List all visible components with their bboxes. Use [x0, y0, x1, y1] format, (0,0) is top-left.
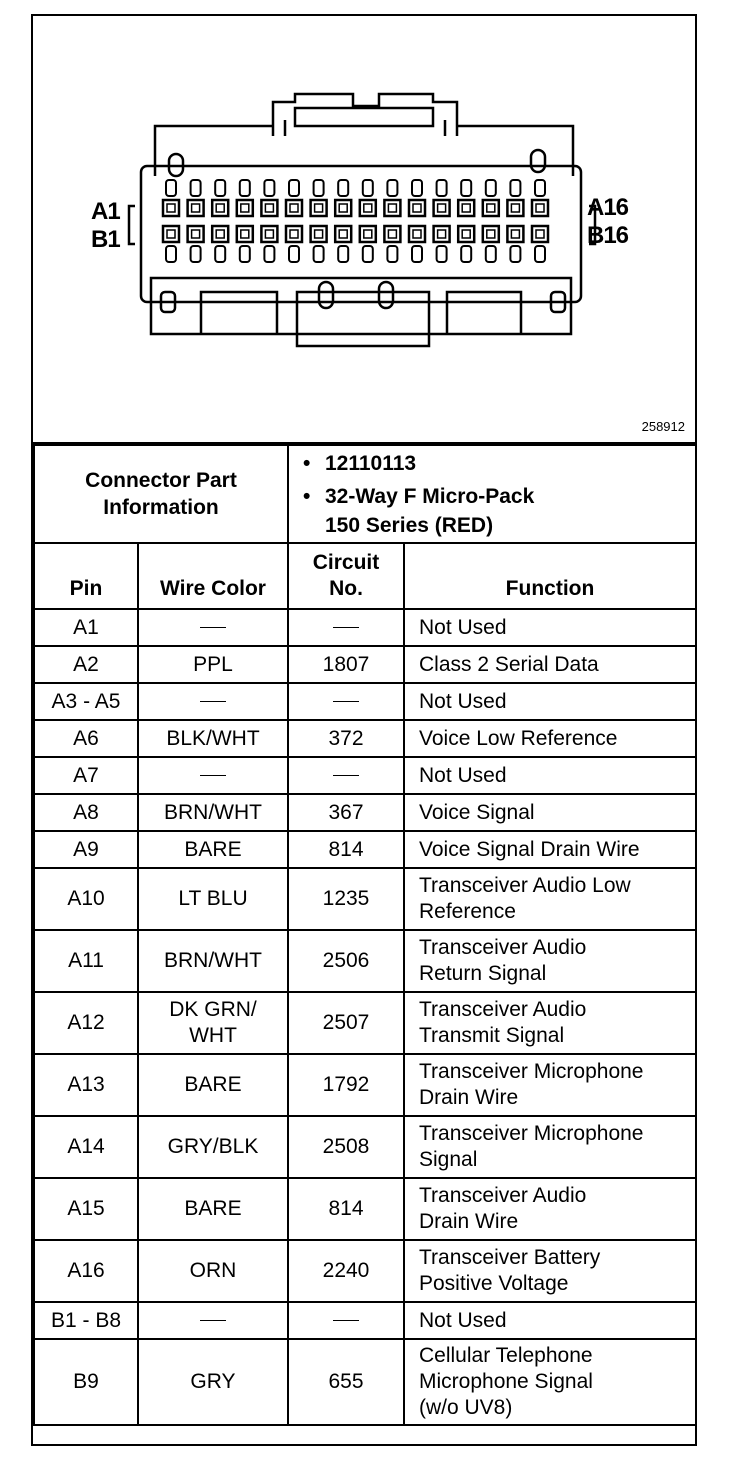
pin-cavity	[264, 246, 274, 262]
pin-cavity	[240, 180, 250, 196]
function-line: Transceiver Audio	[419, 1184, 587, 1207]
pin-cavity	[290, 230, 298, 238]
cell-function	[404, 930, 696, 992]
pin-cavity	[166, 246, 176, 262]
header-row	[34, 543, 696, 609]
pin-cavity	[535, 180, 545, 196]
cell-function	[404, 992, 696, 1054]
cell-circuit: 814	[288, 831, 404, 868]
function-line: Class 2 Serial Data	[419, 652, 599, 676]
pin-cavity	[437, 180, 447, 196]
cell-wire-color: PPL	[138, 646, 288, 683]
cell-pin: A10	[34, 868, 138, 930]
connector-figure	[33, 16, 695, 444]
table-row	[34, 868, 696, 930]
function-line: Return Signal	[419, 962, 547, 985]
pin-cavity	[163, 200, 179, 216]
wire-color-line: DK GRN/	[169, 998, 257, 1021]
label-b16: B16	[587, 222, 629, 249]
function-line: Positive Voltage	[419, 1272, 569, 1295]
pin-cavity	[360, 200, 376, 216]
pin-cavity	[241, 204, 249, 212]
pin-cavity	[483, 200, 499, 216]
pin-cavity	[388, 204, 396, 212]
table-row	[34, 794, 696, 831]
cell-pin: A8	[34, 794, 138, 831]
cell-function	[404, 1178, 696, 1240]
cell-pin: A3 - A5	[34, 683, 138, 720]
cell-circuit: 814	[288, 1178, 404, 1240]
pin-cavity	[191, 180, 201, 196]
cell-wire-color: GRY	[138, 1339, 288, 1425]
empty-dash	[200, 775, 226, 776]
pin-cavity	[212, 226, 228, 242]
pin-cavity	[188, 200, 204, 216]
cell-function	[404, 683, 696, 720]
pin-cavity	[241, 230, 249, 238]
pin-cavity	[314, 180, 324, 196]
cell-pin: A6	[34, 720, 138, 757]
pin-cavity	[216, 204, 224, 212]
pin-cavity	[212, 200, 228, 216]
pin-cavity	[167, 230, 175, 238]
cell-pin: A11	[34, 930, 138, 992]
pin-cavity	[434, 226, 450, 242]
pin-cavity	[461, 180, 471, 196]
pin-cavity	[413, 230, 421, 238]
cell-function	[404, 831, 696, 868]
empty-dash	[200, 1320, 226, 1321]
pin-cavity	[216, 230, 224, 238]
cell-circuit: 367	[288, 794, 404, 831]
pin-cavity	[188, 226, 204, 242]
table-row	[34, 1339, 696, 1425]
cell-wire-color: BRN/WHT	[138, 930, 288, 992]
empty-dash	[333, 775, 359, 776]
pin-cavity	[338, 180, 348, 196]
cell-function	[404, 794, 696, 831]
function-line: Transceiver Microphone	[419, 1122, 644, 1145]
connector-info-label	[34, 445, 288, 543]
connector-info-values	[288, 445, 696, 543]
table-row	[34, 646, 696, 683]
function-line: Transceiver Audio Low	[419, 874, 631, 897]
table-row	[34, 1302, 696, 1339]
pin-cavity	[261, 200, 277, 216]
cell-circuit: 2240	[288, 1240, 404, 1302]
pin-cavity	[290, 204, 298, 212]
function-line: Drain Wire	[419, 1086, 519, 1109]
cell-pin: A16	[34, 1240, 138, 1302]
pin-cavity	[486, 246, 496, 262]
pin-cavity	[167, 204, 175, 212]
pinout-sheet	[31, 14, 697, 1446]
table-row	[34, 1240, 696, 1302]
empty-dash	[200, 627, 226, 628]
header-circuit-line2: No.	[329, 577, 363, 600]
cell-wire-color: GRY/BLK	[138, 1116, 288, 1178]
function-line: Signal	[419, 1148, 478, 1171]
pin-cavity	[339, 230, 347, 238]
table-row	[34, 1178, 696, 1240]
pin-cavity	[511, 230, 519, 238]
cell-circuit: 1235	[288, 868, 404, 930]
pin-cavity	[532, 200, 548, 216]
pin-cavity	[486, 180, 496, 196]
pin-cavity	[461, 246, 471, 262]
cell-circuit: 2507	[288, 992, 404, 1054]
pin-cavity	[335, 200, 351, 216]
cell-circuit	[288, 757, 404, 794]
cell-pin: A14	[34, 1116, 138, 1178]
header-circuit-line1: Circuit	[312, 551, 380, 574]
pin-cavity	[192, 230, 200, 238]
pin-cavity	[458, 226, 474, 242]
cell-wire-color	[138, 992, 288, 1054]
table-row	[34, 757, 696, 794]
header-pin: Pin	[34, 543, 138, 609]
function-line: Transceiver Audio	[419, 936, 587, 959]
pin-cavity	[286, 226, 302, 242]
pin-cavity	[438, 204, 446, 212]
pin-cavity	[510, 180, 520, 196]
pin-cavity	[536, 204, 544, 212]
pin-cavity	[536, 230, 544, 238]
pin-cavity	[384, 200, 400, 216]
pin-cavity	[364, 230, 372, 238]
pin-cavity	[409, 226, 425, 242]
cell-pin: B9	[34, 1339, 138, 1425]
cell-pin: A1	[34, 609, 138, 646]
pin-cavity	[264, 180, 274, 196]
pin-cavity	[311, 200, 327, 216]
pin-cavity	[265, 230, 273, 238]
pin-cavity	[387, 180, 397, 196]
pin-cavity	[339, 204, 347, 212]
cell-pin: A9	[34, 831, 138, 868]
function-line: Voice Signal	[419, 800, 535, 824]
pin-cavity	[265, 204, 273, 212]
pinout-table	[33, 444, 697, 1426]
connector-info-label-line1: Connector Part	[85, 469, 237, 492]
cell-circuit: 1792	[288, 1054, 404, 1116]
pin-cavity	[240, 246, 250, 262]
description-item	[303, 482, 695, 511]
pin-cavity	[286, 200, 302, 216]
pin-cavity	[289, 180, 299, 196]
pin-cavity	[388, 230, 396, 238]
connector-info-row	[34, 445, 696, 543]
part-number-item	[303, 449, 695, 478]
cell-circuit: 2506	[288, 930, 404, 992]
pin-cavity	[412, 246, 422, 262]
cell-circuit	[288, 609, 404, 646]
cell-wire-color: BARE	[138, 1178, 288, 1240]
empty-dash	[333, 1320, 359, 1321]
cell-function	[404, 868, 696, 930]
pin-cavity	[166, 180, 176, 196]
pin-cavity	[363, 180, 373, 196]
cell-circuit: 2508	[288, 1116, 404, 1178]
cell-wire-color	[138, 683, 288, 720]
cell-pin: A13	[34, 1054, 138, 1116]
function-line: Transceiver Audio	[419, 998, 587, 1021]
pin-cavity	[507, 226, 523, 242]
pin-cavity	[462, 204, 470, 212]
table-row	[34, 609, 696, 646]
table-row	[34, 930, 696, 992]
table-row	[34, 1054, 696, 1116]
function-line: Transmit Signal	[419, 1024, 565, 1047]
pin-cavity	[412, 180, 422, 196]
cell-pin: A7	[34, 757, 138, 794]
function-line: Not Used	[419, 689, 507, 713]
function-line: Voice Signal Drain Wire	[419, 837, 640, 861]
cell-wire-color: BRN/WHT	[138, 794, 288, 831]
cell-function	[404, 609, 696, 646]
pin-cavity	[535, 246, 545, 262]
cell-function	[404, 646, 696, 683]
pin-cavity	[163, 226, 179, 242]
pin-cavity	[364, 204, 372, 212]
function-line: Transceiver Battery	[419, 1246, 601, 1269]
pin-cavity	[532, 226, 548, 242]
label-a16: A16	[587, 194, 629, 221]
pin-cavity	[338, 246, 348, 262]
function-line: Cellular Telephone	[419, 1344, 593, 1367]
pin-cavity	[507, 200, 523, 216]
cell-pin: B1 - B8	[34, 1302, 138, 1339]
empty-dash	[200, 701, 226, 702]
cell-wire-color: ORN	[138, 1240, 288, 1302]
pin-cavity	[335, 226, 351, 242]
cell-pin: A12	[34, 992, 138, 1054]
cell-wire-color: BARE	[138, 831, 288, 868]
cell-wire-color: BLK/WHT	[138, 720, 288, 757]
pin-cavity	[237, 200, 253, 216]
cell-function	[404, 1339, 696, 1425]
pin-cavity	[438, 230, 446, 238]
table-row	[34, 720, 696, 757]
header-circuit	[288, 543, 404, 609]
function-line: Not Used	[419, 615, 507, 639]
table-row	[34, 992, 696, 1054]
pin-grid	[163, 180, 548, 262]
pin-cavity	[360, 226, 376, 242]
cell-function	[404, 1054, 696, 1116]
pin-cavity	[458, 200, 474, 216]
figure-number: 258912	[641, 419, 685, 434]
empty-dash	[333, 701, 359, 702]
wire-color-line: WHT	[189, 1024, 237, 1047]
label-b1: B1	[91, 226, 120, 253]
cell-function	[404, 1302, 696, 1339]
pin-cavity	[462, 230, 470, 238]
function-line: Drain Wire	[419, 1210, 519, 1233]
header-wire-color: Wire Color	[138, 543, 288, 609]
pin-cavity	[191, 246, 201, 262]
cell-wire-color	[138, 1302, 288, 1339]
pin-cavity	[487, 204, 495, 212]
cell-circuit: 1807	[288, 646, 404, 683]
pin-cavity	[511, 204, 519, 212]
table-row	[34, 683, 696, 720]
cell-wire-color	[138, 609, 288, 646]
pin-cavity	[384, 226, 400, 242]
function-line: Transceiver Microphone	[419, 1060, 644, 1083]
pin-cavity	[387, 246, 397, 262]
function-line: Reference	[419, 900, 516, 923]
function-line: (w/o UV8)	[419, 1396, 513, 1419]
pin-cavity	[215, 180, 225, 196]
part-number: 12110113	[325, 451, 417, 475]
cell-wire-color: BARE	[138, 1054, 288, 1116]
pin-cavity	[409, 200, 425, 216]
function-line: Voice Low Reference	[419, 726, 618, 750]
bullet: •	[303, 484, 311, 508]
description-line2: 150 Series (RED)	[325, 513, 494, 537]
pin-cavity	[413, 204, 421, 212]
cell-circuit	[288, 683, 404, 720]
bullet: •	[303, 451, 311, 475]
pin-cavity	[487, 230, 495, 238]
cell-circuit	[288, 1302, 404, 1339]
cell-function	[404, 720, 696, 757]
pin-cavity	[311, 226, 327, 242]
pin-cavity	[237, 226, 253, 242]
cell-pin: A2	[34, 646, 138, 683]
cell-wire-color	[138, 757, 288, 794]
pin-cavity	[437, 246, 447, 262]
pin-cavity	[289, 246, 299, 262]
pin-cavity	[315, 204, 323, 212]
pin-cavity	[314, 246, 324, 262]
pin-cavity	[434, 200, 450, 216]
cell-circuit: 372	[288, 720, 404, 757]
label-a1: A1	[91, 198, 120, 225]
header-function: Function	[404, 543, 696, 609]
connector-info-label-line2: Information	[103, 496, 219, 519]
pin-cavity	[510, 246, 520, 262]
cell-pin: A15	[34, 1178, 138, 1240]
function-line: Not Used	[419, 1308, 507, 1332]
cell-function	[404, 1240, 696, 1302]
function-line: Not Used	[419, 763, 507, 787]
pin-cavity	[215, 246, 225, 262]
pin-cavity	[315, 230, 323, 238]
description-line1: 32-Way F Micro-Pack	[325, 484, 535, 508]
function-line: Microphone Signal	[419, 1370, 593, 1393]
cell-function	[404, 1116, 696, 1178]
table-row	[34, 831, 696, 868]
pin-cavity	[261, 226, 277, 242]
cell-wire-color: LT BLU	[138, 868, 288, 930]
empty-dash	[333, 627, 359, 628]
pin-cavity	[363, 246, 373, 262]
pin-cavity	[192, 204, 200, 212]
pin-cavity	[483, 226, 499, 242]
cell-circuit: 655	[288, 1339, 404, 1425]
table-row	[34, 1116, 696, 1178]
cell-function	[404, 757, 696, 794]
